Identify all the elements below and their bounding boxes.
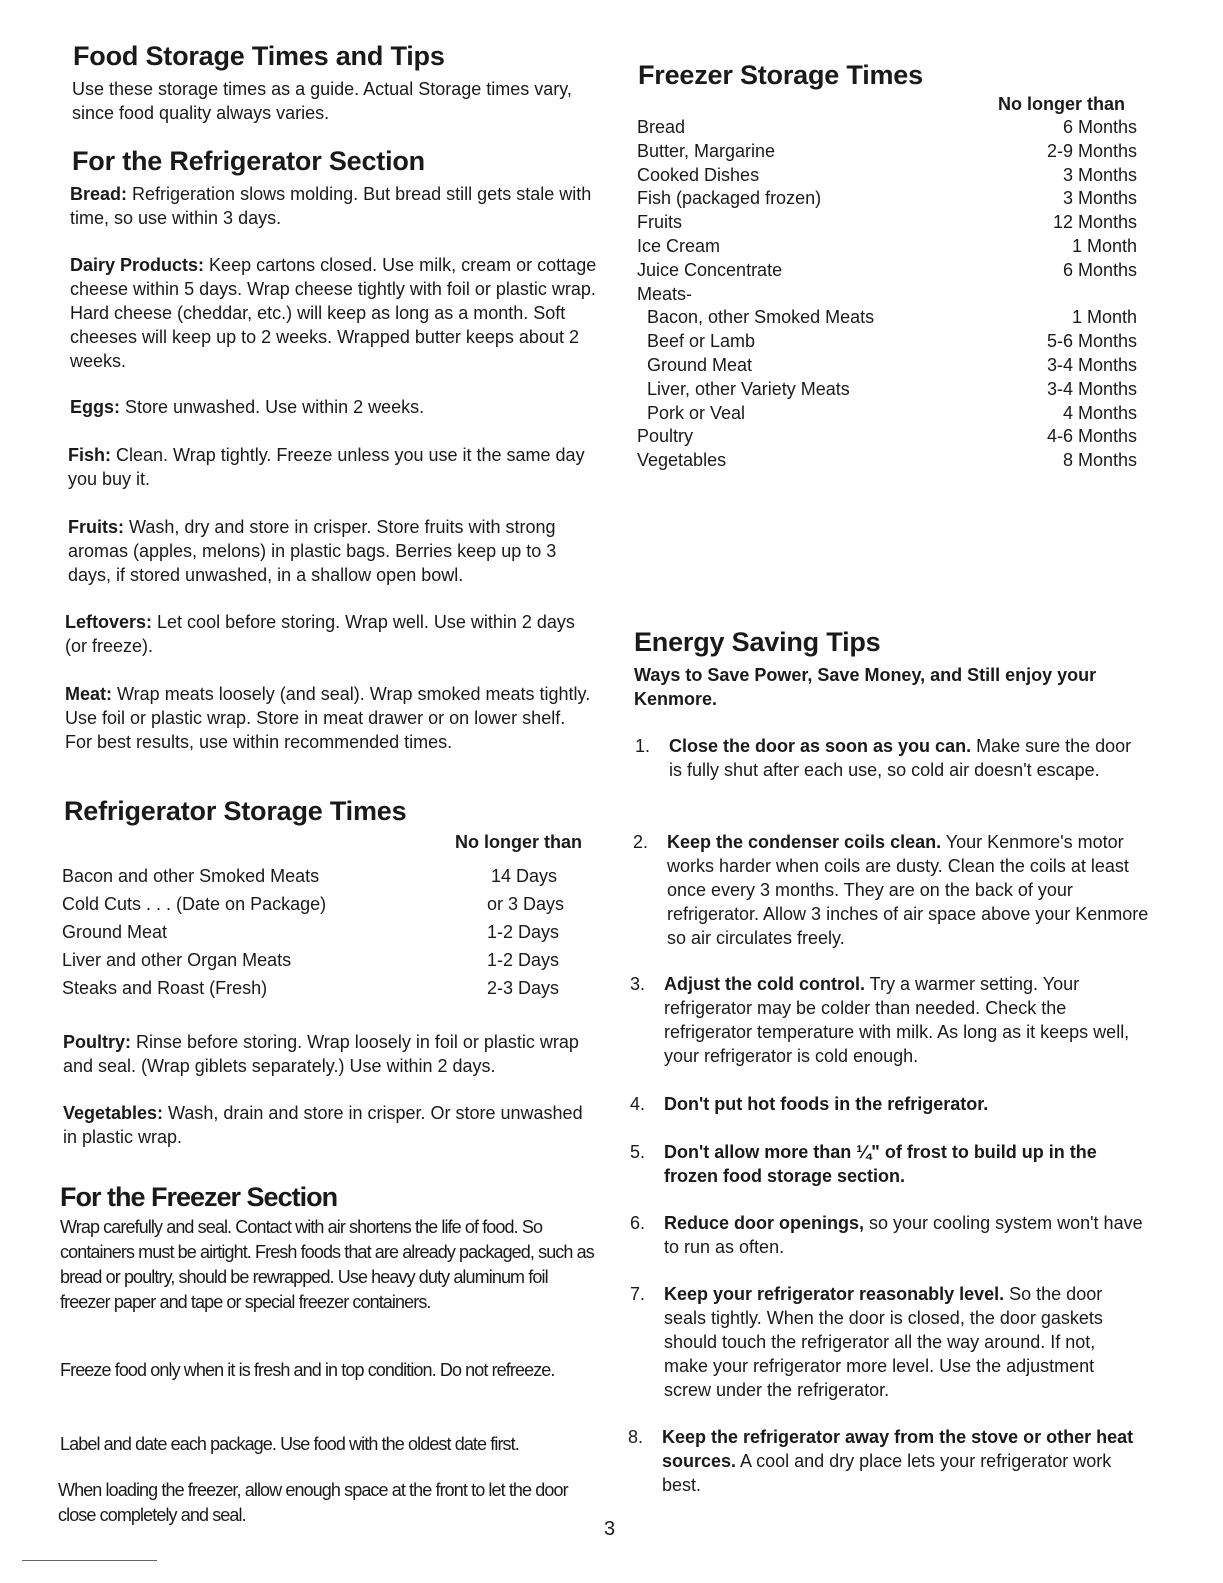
tip-number: 8.: [628, 1427, 644, 1447]
fridge-item-leftovers: Leftovers: Let cool before storing. Wrap well. Use within 2 days (or freeze).: [65, 612, 575, 656]
table-row: [637, 259, 1137, 283]
table-cell-item: Bacon, other Smoked Meats: [647, 307, 875, 328]
table-row: [62, 862, 602, 890]
table-cell-item: Liver, other Variety Meats: [647, 378, 850, 399]
table-cell-item: Steaks and Roast (Fresh): [62, 978, 268, 998]
table-row: [637, 116, 1137, 140]
table-cell-item: Butter, Margarine: [637, 140, 776, 161]
table-row: [62, 890, 602, 918]
table-row: [62, 974, 602, 1002]
fridge-item-dairy: Dairy Products: Keep cartons closed. Use milk, cream or cottage cheese within 5 days. Wrap cheese tightly with foil or plastic wrap. Hard cheese (cheddar, etc.) will keep as long as a month. Soft cheeses will keep up to 2 weeks. Wrapped butter keeps about 2 weeks.: [70, 255, 597, 371]
table-row: [637, 354, 1137, 378]
table-cell-item: Poultry: [637, 426, 694, 447]
intro-text: Use these storage times as a guide. Actual Storage times vary, since food quality always varies.: [72, 79, 572, 123]
tip-item: 3. Adjust the cold control. Try a warmer setting. Your refrigerator may be colder than needed. Check the refrigerator temperature with milk. As long as it keeps well, your refrigerator is cold enough.: [630, 974, 1130, 1066]
table-cell-time: 3 Months: [1062, 164, 1137, 185]
table-row: [637, 211, 1137, 235]
freezer-paragraph: When loading the freezer, allow enough space at the front to let the door close completely and seal.: [58, 1480, 568, 1525]
energy-tips-heading: Energy Saving Tips: [634, 627, 881, 657]
table-cell-time: 12 Months: [1052, 212, 1137, 233]
table-cell-item: Fish (packaged frozen): [637, 188, 822, 209]
fridge-item-poultry: Poultry: Rinse before storing. Wrap loosely in foil or plastic wrap and seal. (Wrap giblets separately.) Use within 2 days.: [63, 1032, 579, 1076]
table-row: [637, 283, 1137, 307]
freezer-times-column-header: No longer than: [998, 94, 1125, 114]
freezer-paragraph: Wrap carefully and seal. Contact with air shortens the life of food. So containers must be airtight. Fresh foods that are already packaged, such as bread or poultry, should be rewrapped. Use heavy duty aluminum foil freezer paper and tape or special freezer containers.: [60, 1217, 594, 1312]
table-row: [637, 449, 1137, 473]
fridge-times-table: [62, 862, 602, 1002]
table-cell-time: 2-9 Months: [1046, 140, 1137, 161]
table-cell-time: 1 Month: [1071, 307, 1137, 328]
table-cell-item: Ice Cream: [637, 235, 721, 256]
freezer-times-table: [637, 116, 1137, 473]
table-row: [62, 918, 602, 946]
table-cell-time: 6 Months: [1062, 259, 1137, 280]
table-cell-time: 8 Months: [1062, 450, 1137, 471]
table-cell-item: Meats-: [637, 283, 693, 304]
table-cell-time: 1-2 Days: [487, 950, 560, 970]
tip-number: 2.: [633, 832, 649, 852]
tip-number: 1.: [635, 736, 651, 756]
tip-item: 4. Don't put hot foods in the refrigerator.: [630, 1094, 989, 1114]
table-cell-time: 4-6 Months: [1046, 426, 1137, 447]
tip-number: 4.: [630, 1094, 646, 1114]
tip-item: 5. Don't allow more than ¼" of frost to build up in the frozen food storage section.: [630, 1142, 1097, 1186]
table-cell-item: Bread: [637, 117, 686, 137]
fridge-item-vegetables: Vegetables: Wash, drain and store in crisper. Or store unwashed in plastic wrap.: [63, 1103, 583, 1147]
table-cell-item: Cold Cuts . . . (Date on Package): [62, 894, 327, 914]
table-row: [637, 187, 1137, 211]
table-cell-item: Liver and other Organ Meats: [62, 950, 292, 970]
table-row: [637, 164, 1137, 188]
table-row: [637, 140, 1137, 164]
table-cell-time: 5-6 Months: [1046, 331, 1137, 352]
table-row: [637, 235, 1137, 259]
fridge-item-eggs: Eggs: Store unwashed. Use within 2 weeks.: [70, 397, 425, 417]
freezer-paragraph: Label and date each package. Use food with the oldest date first.: [60, 1434, 519, 1454]
tip-item: 2. Keep the condenser coils clean. Your Kenmore's motor works harder when coils are dusty. Clean the coils at least once every 3 months. They are on the back of your refrigerator. Allow 3 inches of air space above your Kenmore so air circulates freely.: [633, 832, 1149, 948]
table-cell-item: Juice Concentrate: [637, 259, 783, 280]
table-cell-time: 1 Month: [1071, 235, 1137, 256]
table-cell-item: Ground Meat: [647, 354, 753, 375]
fridge-section-heading: For the Refrigerator Section: [72, 146, 425, 176]
table-cell-item: Beef or Lamb: [647, 331, 756, 352]
table-cell-time: 6 Months: [1062, 117, 1137, 137]
freezer-section-heading: For the Freezer Section: [60, 1182, 338, 1212]
freezer-times-heading: Freezer Storage Times: [638, 60, 923, 90]
tip-number: 5.: [630, 1142, 646, 1162]
table-cell-time: 3-4 Months: [1046, 354, 1137, 375]
table-row: [637, 330, 1137, 354]
table-row: [637, 378, 1137, 402]
tip-number: 6.: [630, 1213, 646, 1233]
fridge-item-fish: Fish: Clean. Wrap tightly. Freeze unless you use it the same day you buy it.: [68, 445, 585, 489]
table-cell-item: Fruits: [637, 212, 682, 233]
table-cell-time: 2-3 Days: [487, 978, 560, 998]
tip-item: 6. Reduce door openings, so your cooling system won't have to run as often.: [630, 1213, 1143, 1257]
fridge-times-heading: Refrigerator Storage Times: [64, 796, 407, 826]
table-row: [637, 402, 1137, 426]
tip-number: 7.: [630, 1284, 646, 1304]
tip-item: 1. Close the door as soon as you can. Make sure the door is fully shut after each use, so cold air doesn't escape.: [635, 736, 1132, 780]
table-cell-time: 1-2 Days: [487, 922, 560, 942]
table-row: [62, 946, 602, 974]
table-row: [637, 306, 1137, 330]
table-cell-time: 3 Months: [1062, 188, 1137, 209]
page-title: Food Storage Times and Tips: [73, 41, 445, 71]
scan-edge-line: [22, 1560, 157, 1561]
table-cell-time: or 3 Days: [487, 894, 565, 914]
tip-number: 3.: [630, 974, 646, 994]
table-cell-item: Bacon and other Smoked Meats: [62, 866, 320, 886]
table-cell-time: 4 Months: [1062, 402, 1137, 423]
table-cell-item: Ground Meat: [62, 922, 168, 942]
fridge-item-meat: Meat: Wrap meats loosely (and seal). Wrap smoked meats tightly. Use foil or plastic wrap. Store in meat drawer or on lower shelf. For best results, use within recommended times.: [65, 684, 591, 752]
table-cell-time: 14 Days: [491, 866, 558, 886]
energy-tips-intro: Ways to Save Power, Save Money, and Still enjoy your Kenmore.: [634, 665, 1097, 709]
fridge-times-column-header: No longer than: [455, 832, 582, 852]
freezer-paragraph: Freeze food only when it is fresh and in top condition. Do not refreeze.: [60, 1360, 555, 1380]
table-cell-time: 3-4 Months: [1046, 378, 1137, 399]
fridge-item-bread: Bread: Refrigeration slows molding. But bread still gets stale with time, so use within 3 days.: [70, 184, 592, 228]
table-cell-item: Vegetables: [637, 450, 727, 471]
table-cell-item: Pork or Veal: [647, 402, 746, 423]
page-number: 3: [604, 1518, 616, 1540]
tip-item: 8. Keep the refrigerator away from the stove or other heat sources. A cool and dry place lets your refrigerator work best.: [628, 1427, 1134, 1495]
table-row: [637, 425, 1137, 449]
tip-item: 7. Keep your refrigerator reasonably level. So the door seals tightly. When the door is closed, the door gaskets should touch the refrigerator all the way around. If not, make your refrigerator more level. Use the adjustment screw under the refrigerator.: [630, 1284, 1103, 1400]
fridge-item-fruits: Fruits: Wash, dry and store in crisper. Store fruits with strong aromas (apples, melons) in plastic bags. Berries keep up to 3 days, if stored unwashed, in a shallow open bowl.: [68, 517, 557, 585]
table-cell-item: Cooked Dishes: [637, 164, 760, 185]
